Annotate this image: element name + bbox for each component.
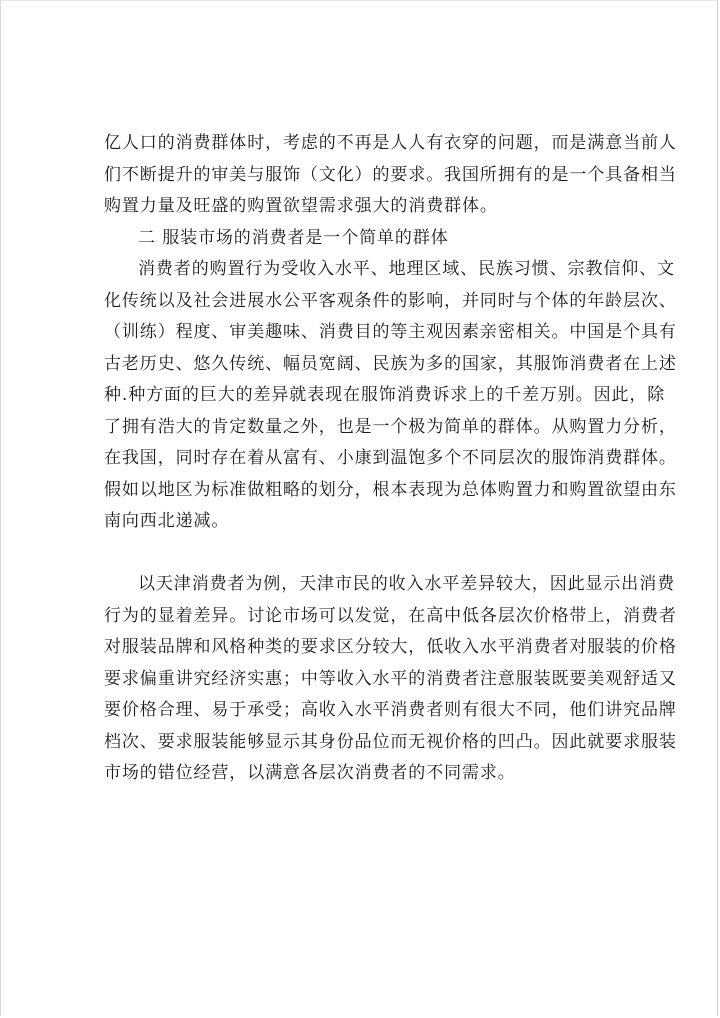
text-line: 以天津消费者为例，天津市民的收入水平差异较大，因此显示出消费 [138, 574, 675, 594]
paragraph-spacer [104, 538, 624, 570]
document-body [104, 128, 677, 790]
text-line: 亿人口的消费群体时，考虑的不再是人人有衣穿的问题，而是满意当前人 [104, 133, 677, 153]
text-line: 购置力量及旺盛的购置欲望需求强大的消费群体。 [104, 196, 498, 216]
text-line: 要求偏重讲究经济实惠；中等收入水平的消费者注意服装既要美观舒适又 [104, 668, 677, 689]
text-line: 南向西北递减。 [104, 511, 230, 531]
paragraph-intro-continuation [104, 128, 677, 223]
heading-text: 二 服装市场的消费者是一个简单的群体 [138, 227, 449, 248]
text-line: 对服装品牌和风格种类的要求区分较大，低收入水平消费者对服装的价格 [104, 637, 677, 657]
text-line: 古老历史、悠久传统、幅员宽阔、民族为多的国家，其服饰消费者在上述 [104, 353, 677, 374]
section-heading [104, 223, 624, 255]
text-line: 消费者的购置行为受收入水平、地理区域、民族习惯、宗教信仰、文 [138, 259, 675, 279]
paragraph-consumer-factors [104, 254, 677, 538]
text-line: 种.种方面的巨大的差异就表现在服饰消费诉求上的千差万别。因此，除 [104, 385, 666, 405]
text-line: 在我国，同时存在着从富有、小康到温饱多个不同层次的服饰消费群体。 [104, 448, 677, 468]
text-line: 要价格合理、易于承受；高收入水平消费者则有很大不同，他们讲究品牌 [104, 700, 677, 720]
text-line: （训练）程度、审美趣味、消费目的等主观因素亲密相关。中国是个具有 [104, 322, 677, 342]
text-line: 们不断提升的审美与服饰（文化）的要求。我国所拥有的是一个具备相当 [104, 164, 677, 185]
text-line: 市场的错位经营，以满意各层次消费者的不同需求。 [104, 763, 516, 783]
text-line: 假如以地区为标准做粗略的划分，根本表现为总体购置力和购置欲望由东 [104, 479, 677, 500]
text-line: 了拥有浩大的肯定数量之外，也是一个极为简单的群体。从购置力分析， [104, 416, 677, 437]
text-line: 行为的显着差异。讨论市场可以发觉，在高中低各层次价格带上，消费者 [104, 605, 677, 626]
text-line: 化传统以及社会进展水公平客观条件的影响，并同时与个体的年龄层次、 [104, 290, 677, 311]
paragraph-tianjin-example [104, 569, 677, 790]
text-line: 档次、要求服装能够显示其身份品位而无视价格的凹凸。因此就要求服装 [104, 731, 677, 752]
